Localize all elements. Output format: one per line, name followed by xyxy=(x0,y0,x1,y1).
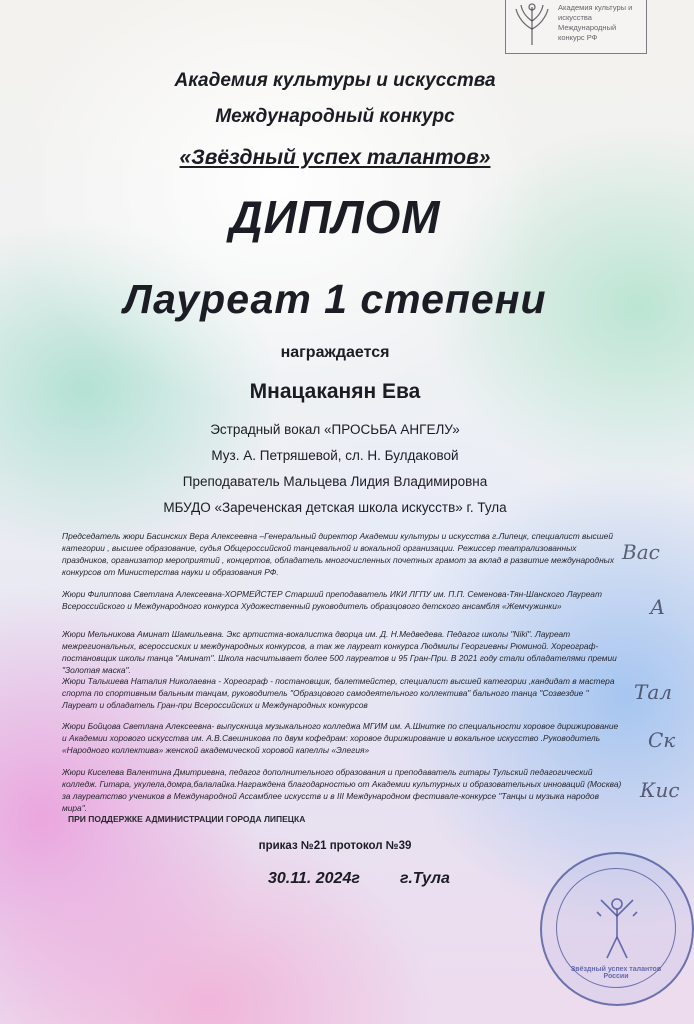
support-note: ПРИ ПОДДЕРЖКЕ АДМИНИСТРАЦИИ ГОРОДА ЛИПЕЦКА xyxy=(68,814,306,824)
nomination: Эстрадный вокал «ПРОСЬБА АНГЕЛУ» xyxy=(210,422,460,437)
jury-member: Жюри Мельникова Аминат Шамильевна. Экс артистка-вокалистка дворца им. Д. Н.Медведева. Педагог школы "Niki". Лауреат межрегиональных, всероссиских и международных конкурсов, а так же лауреат конкурса Людмилы Георгиевны Рюминой. Хореограф-постановщик школы танца "Аминат". Школа насчитывает более 500 лауреатов и 95 Гран-При. В 2021 году стали обладателями премии "Золотая маска". xyxy=(62,629,617,675)
teacher: Преподаватель Мальцева Лидия Владимировна xyxy=(182,474,488,489)
contest-type: Международный конкурс xyxy=(215,106,455,127)
recipient-name: Мнацаканян Ева xyxy=(249,380,421,403)
stamp-emblem-icon xyxy=(510,0,554,49)
jury-member: Жюри Киселева Валентина Дмитриевна, педагог дополнительного образования и преподаватель гитары Тульский педагогический колледж. Гитара, укулела,домра,балалайка.Награждена благодарностью от Академии культурных и образовательных инноваций (Москва) за лауреатство учеников в Международной Ассамблее искусств и в III Международном фестивале-конкурсе "Танцы и музыка народов мира". xyxy=(62,767,622,813)
top-stamp xyxy=(505,0,647,54)
organization-name: Академия культуры и искусства xyxy=(174,70,496,91)
song-authors: Муз. А. Петряшевой, сл. Н. Булдаковой xyxy=(211,448,459,463)
awarded-label: награждается xyxy=(280,344,390,361)
jury-chair: Председатель жюри Басинских Вера Алексеевна –Генеральный директор Академии культуры и искусства г.Липецк, специалист высшей категории , высшее образование, судья Общероссийской танцевальной и вокальной организации. Режиссер театрализованных праздников, организатор мероприятий , концертов, обладатель многочисленных почетных грамот за вклад в развитие международных конкурсов от Министерства науки и образования РФ. xyxy=(62,531,615,577)
signature: А xyxy=(650,595,666,619)
jury-member: Жюри Филиппова Светлана Алексеевна-ХОРМЕЙСТЕР Старший преподаватель ИКИ ЛГПУ им. П.П. Семенова-Тян-Шанского Лауреат Всероссийского и Международного конкурса Художественный руководитель образцового детского ансамбля «Жемчужинки» xyxy=(62,589,602,611)
jury-member: Жюри Бойцова Светлана Алексеевна- выпускница музыкального колледжа МГИМ им. А.Шнитке по специальности хоровое дирижирование и Академии хорового искусства им. А.В.Свешникова по двум кофедрам: хоровое дирижирование и вокальное искусство .Руководитель «Народного коллектива» женской академической хоровой капеллы «Элегия» xyxy=(62,721,619,755)
round-stamp-text: Звёздный успех талантов России xyxy=(570,966,662,980)
top-stamp-text: Академия культуры и искусства Международный конкурс РФ xyxy=(558,3,633,42)
laureate-degree: Лауреат 1 степени xyxy=(123,276,547,322)
school: МБУДО «Зареченская детская школа искусств» г. Тула xyxy=(163,500,507,515)
signature: Вас xyxy=(622,540,660,564)
contest-name: «Звёздный успех талантов» xyxy=(179,146,491,169)
jury-member: Жюри Талышева Наталия Николаевна - Хореограф - постановщик, балетмейстер, специалист высшей категории ,кандидат в мастера спорта по спортивным бальным танцам, руководитель "Образцового самодеятельного коллектива" бального танца "Созвездие " Лауреат и обладатель Гран-при Всероссийских и Международных конкурсов xyxy=(62,676,615,710)
signature: Кис xyxy=(640,778,680,802)
signature: Тал xyxy=(634,680,672,704)
order-number: приказ №21 протокол №39 xyxy=(258,840,412,852)
stamp-figure-icon xyxy=(587,892,647,962)
diploma-title: ДИПЛОМ xyxy=(229,191,441,243)
issue-city: г.Тула xyxy=(400,870,450,887)
issue-date: 30.11. 2024г xyxy=(268,870,360,887)
round-stamp xyxy=(540,852,694,1006)
signature: Ск xyxy=(648,728,676,752)
